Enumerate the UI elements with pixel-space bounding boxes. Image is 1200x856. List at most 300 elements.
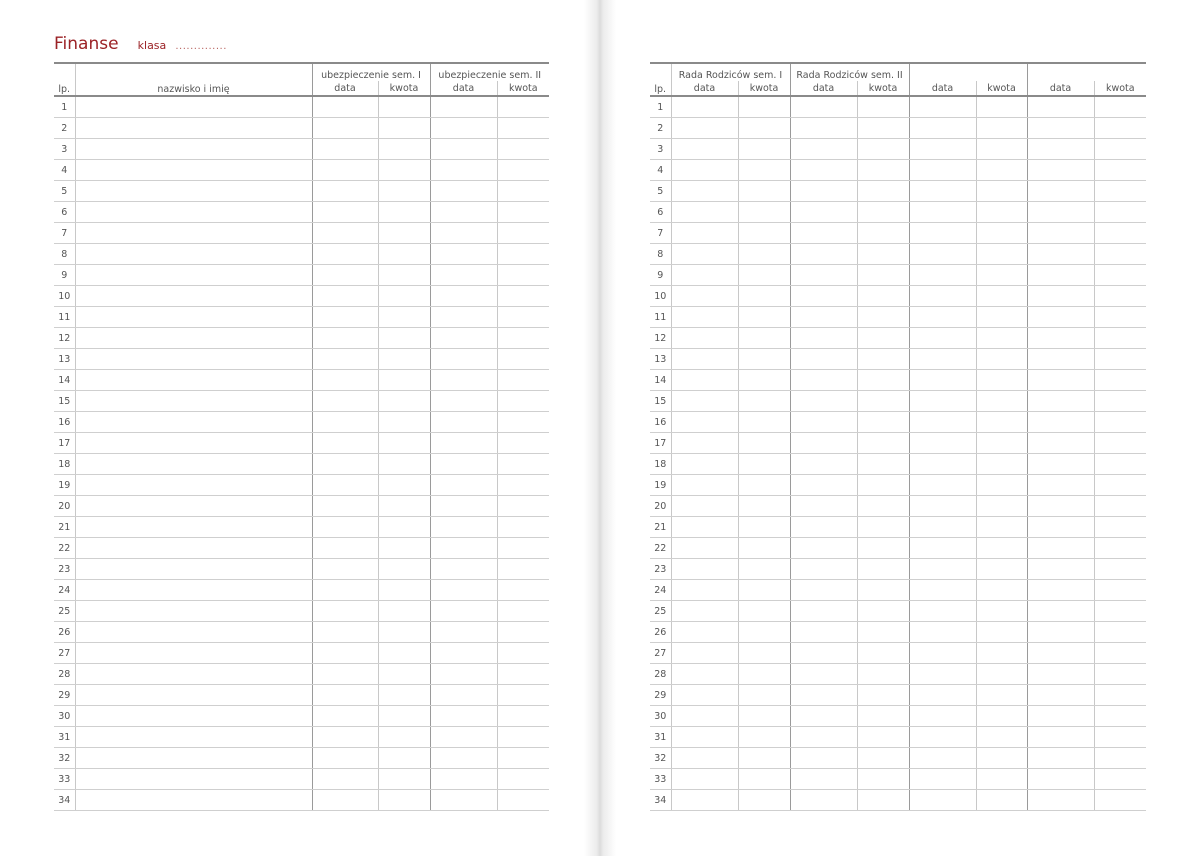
amount-cell[interactable] [497, 160, 549, 181]
amount-cell[interactable] [497, 328, 549, 349]
amount-cell[interactable] [738, 580, 790, 601]
amount-cell[interactable] [1094, 223, 1146, 244]
amount-cell[interactable] [976, 412, 1027, 433]
amount-cell[interactable] [497, 244, 549, 265]
date-cell[interactable] [312, 538, 378, 559]
date-cell[interactable] [1027, 160, 1094, 181]
amount-cell[interactable] [497, 370, 549, 391]
amount-cell[interactable] [976, 559, 1027, 580]
amount-cell[interactable] [857, 412, 909, 433]
date-cell[interactable] [312, 96, 378, 118]
amount-cell[interactable] [857, 538, 909, 559]
date-cell[interactable] [909, 160, 976, 181]
date-cell[interactable] [312, 433, 378, 454]
date-cell[interactable] [1027, 622, 1094, 643]
date-cell[interactable] [909, 118, 976, 139]
amount-cell[interactable] [976, 181, 1027, 202]
date-cell[interactable] [1027, 559, 1094, 580]
date-cell[interactable] [790, 391, 857, 412]
amount-cell[interactable] [738, 622, 790, 643]
date-cell[interactable] [909, 265, 976, 286]
date-cell[interactable] [1027, 181, 1094, 202]
amount-cell[interactable] [857, 223, 909, 244]
amount-cell[interactable] [497, 265, 549, 286]
date-cell[interactable] [909, 139, 976, 160]
date-cell[interactable] [909, 517, 976, 538]
date-cell[interactable] [790, 307, 857, 328]
date-cell[interactable] [430, 244, 497, 265]
date-cell[interactable] [909, 454, 976, 475]
amount-cell[interactable] [738, 454, 790, 475]
date-cell[interactable] [430, 601, 497, 622]
date-cell[interactable] [1027, 202, 1094, 223]
name-cell[interactable] [75, 139, 312, 160]
amount-cell[interactable] [738, 727, 790, 748]
date-cell[interactable] [671, 307, 738, 328]
date-cell[interactable] [790, 412, 857, 433]
amount-cell[interactable] [857, 139, 909, 160]
name-cell[interactable] [75, 622, 312, 643]
amount-cell[interactable] [738, 265, 790, 286]
amount-cell[interactable] [378, 118, 430, 139]
amount-cell[interactable] [1094, 286, 1146, 307]
amount-cell[interactable] [976, 202, 1027, 223]
amount-cell[interactable] [1094, 517, 1146, 538]
date-cell[interactable] [312, 118, 378, 139]
name-cell[interactable] [75, 706, 312, 727]
date-cell[interactable] [430, 139, 497, 160]
date-cell[interactable] [909, 664, 976, 685]
date-cell[interactable] [671, 664, 738, 685]
date-cell[interactable] [312, 370, 378, 391]
date-cell[interactable] [790, 748, 857, 769]
amount-cell[interactable] [378, 433, 430, 454]
amount-cell[interactable] [857, 391, 909, 412]
amount-cell[interactable] [1094, 580, 1146, 601]
amount-cell[interactable] [857, 622, 909, 643]
amount-cell[interactable] [857, 307, 909, 328]
date-cell[interactable] [909, 391, 976, 412]
name-cell[interactable] [75, 643, 312, 664]
amount-cell[interactable] [1094, 601, 1146, 622]
amount-cell[interactable] [378, 349, 430, 370]
name-cell[interactable] [75, 538, 312, 559]
amount-cell[interactable] [976, 139, 1027, 160]
date-cell[interactable] [909, 748, 976, 769]
amount-cell[interactable] [738, 181, 790, 202]
date-cell[interactable] [430, 496, 497, 517]
amount-cell[interactable] [976, 727, 1027, 748]
amount-cell[interactable] [976, 328, 1027, 349]
date-cell[interactable] [430, 790, 497, 811]
amount-cell[interactable] [738, 328, 790, 349]
date-cell[interactable] [671, 727, 738, 748]
date-cell[interactable] [312, 601, 378, 622]
amount-cell[interactable] [857, 328, 909, 349]
date-cell[interactable] [671, 181, 738, 202]
date-cell[interactable] [312, 391, 378, 412]
amount-cell[interactable] [497, 307, 549, 328]
amount-cell[interactable] [738, 790, 790, 811]
amount-cell[interactable] [1094, 433, 1146, 454]
date-cell[interactable] [1027, 580, 1094, 601]
name-cell[interactable] [75, 601, 312, 622]
amount-cell[interactable] [378, 475, 430, 496]
date-cell[interactable] [671, 643, 738, 664]
amount-cell[interactable] [976, 685, 1027, 706]
name-cell[interactable] [75, 286, 312, 307]
date-cell[interactable] [312, 706, 378, 727]
date-cell[interactable] [909, 475, 976, 496]
name-cell[interactable] [75, 769, 312, 790]
date-cell[interactable] [790, 202, 857, 223]
date-cell[interactable] [671, 538, 738, 559]
amount-cell[interactable] [976, 244, 1027, 265]
amount-cell[interactable] [857, 601, 909, 622]
amount-cell[interactable] [857, 643, 909, 664]
date-cell[interactable] [312, 160, 378, 181]
date-cell[interactable] [312, 265, 378, 286]
date-cell[interactable] [430, 433, 497, 454]
amount-cell[interactable] [1094, 96, 1146, 118]
date-cell[interactable] [1027, 727, 1094, 748]
amount-cell[interactable] [497, 643, 549, 664]
date-cell[interactable] [430, 559, 497, 580]
date-cell[interactable] [312, 307, 378, 328]
date-cell[interactable] [909, 181, 976, 202]
amount-cell[interactable] [1094, 622, 1146, 643]
date-cell[interactable] [790, 769, 857, 790]
name-cell[interactable] [75, 265, 312, 286]
amount-cell[interactable] [976, 349, 1027, 370]
date-cell[interactable] [312, 664, 378, 685]
date-cell[interactable] [790, 538, 857, 559]
date-cell[interactable] [312, 559, 378, 580]
amount-cell[interactable] [738, 706, 790, 727]
amount-cell[interactable] [857, 769, 909, 790]
amount-cell[interactable] [976, 580, 1027, 601]
date-cell[interactable] [790, 160, 857, 181]
amount-cell[interactable] [738, 349, 790, 370]
amount-cell[interactable] [857, 286, 909, 307]
date-cell[interactable] [671, 391, 738, 412]
amount-cell[interactable] [1094, 328, 1146, 349]
date-cell[interactable] [430, 307, 497, 328]
amount-cell[interactable] [1094, 139, 1146, 160]
amount-cell[interactable] [976, 643, 1027, 664]
date-cell[interactable] [790, 559, 857, 580]
date-cell[interactable] [1027, 517, 1094, 538]
date-cell[interactable] [671, 748, 738, 769]
date-cell[interactable] [312, 622, 378, 643]
date-cell[interactable] [312, 139, 378, 160]
name-cell[interactable] [75, 160, 312, 181]
date-cell[interactable] [430, 328, 497, 349]
name-cell[interactable] [75, 559, 312, 580]
amount-cell[interactable] [497, 139, 549, 160]
amount-cell[interactable] [378, 706, 430, 727]
date-cell[interactable] [671, 580, 738, 601]
amount-cell[interactable] [497, 118, 549, 139]
amount-cell[interactable] [1094, 685, 1146, 706]
amount-cell[interactable] [1094, 559, 1146, 580]
date-cell[interactable] [909, 96, 976, 118]
date-cell[interactable] [430, 580, 497, 601]
date-cell[interactable] [312, 643, 378, 664]
date-cell[interactable] [1027, 265, 1094, 286]
date-cell[interactable] [790, 790, 857, 811]
date-cell[interactable] [430, 475, 497, 496]
date-cell[interactable] [790, 349, 857, 370]
date-cell[interactable] [671, 328, 738, 349]
date-cell[interactable] [790, 454, 857, 475]
date-cell[interactable] [1027, 433, 1094, 454]
date-cell[interactable] [790, 265, 857, 286]
amount-cell[interactable] [1094, 706, 1146, 727]
date-cell[interactable] [909, 580, 976, 601]
date-cell[interactable] [1027, 139, 1094, 160]
date-cell[interactable] [671, 160, 738, 181]
amount-cell[interactable] [378, 139, 430, 160]
amount-cell[interactable] [378, 643, 430, 664]
name-cell[interactable] [75, 118, 312, 139]
date-cell[interactable] [430, 727, 497, 748]
amount-cell[interactable] [1094, 790, 1146, 811]
amount-cell[interactable] [497, 664, 549, 685]
name-cell[interactable] [75, 496, 312, 517]
amount-cell[interactable] [738, 538, 790, 559]
amount-cell[interactable] [497, 748, 549, 769]
amount-cell[interactable] [857, 370, 909, 391]
amount-cell[interactable] [976, 265, 1027, 286]
date-cell[interactable] [790, 643, 857, 664]
date-cell[interactable] [671, 454, 738, 475]
date-cell[interactable] [1027, 496, 1094, 517]
date-cell[interactable] [1027, 643, 1094, 664]
date-cell[interactable] [1027, 286, 1094, 307]
amount-cell[interactable] [1094, 349, 1146, 370]
amount-cell[interactable] [1094, 265, 1146, 286]
date-cell[interactable] [430, 517, 497, 538]
date-cell[interactable] [909, 559, 976, 580]
date-cell[interactable] [790, 223, 857, 244]
date-cell[interactable] [430, 223, 497, 244]
date-cell[interactable] [430, 96, 497, 118]
date-cell[interactable] [790, 685, 857, 706]
date-cell[interactable] [790, 370, 857, 391]
date-cell[interactable] [1027, 664, 1094, 685]
date-cell[interactable] [430, 391, 497, 412]
date-cell[interactable] [790, 96, 857, 118]
date-cell[interactable] [790, 517, 857, 538]
date-cell[interactable] [671, 706, 738, 727]
date-cell[interactable] [430, 181, 497, 202]
date-cell[interactable] [1027, 118, 1094, 139]
name-cell[interactable] [75, 475, 312, 496]
date-cell[interactable] [430, 118, 497, 139]
amount-cell[interactable] [378, 370, 430, 391]
amount-cell[interactable] [1094, 727, 1146, 748]
date-cell[interactable] [790, 139, 857, 160]
date-cell[interactable] [790, 244, 857, 265]
amount-cell[interactable] [1094, 769, 1146, 790]
amount-cell[interactable] [738, 160, 790, 181]
amount-cell[interactable] [378, 223, 430, 244]
amount-cell[interactable] [738, 370, 790, 391]
amount-cell[interactable] [976, 538, 1027, 559]
amount-cell[interactable] [857, 265, 909, 286]
amount-cell[interactable] [378, 454, 430, 475]
name-cell[interactable] [75, 391, 312, 412]
date-cell[interactable] [790, 286, 857, 307]
amount-cell[interactable] [738, 202, 790, 223]
date-cell[interactable] [790, 475, 857, 496]
date-cell[interactable] [909, 538, 976, 559]
date-cell[interactable] [671, 96, 738, 118]
date-cell[interactable] [430, 664, 497, 685]
amount-cell[interactable] [976, 622, 1027, 643]
date-cell[interactable] [1027, 475, 1094, 496]
amount-cell[interactable] [378, 559, 430, 580]
amount-cell[interactable] [857, 727, 909, 748]
date-cell[interactable] [909, 370, 976, 391]
amount-cell[interactable] [378, 622, 430, 643]
amount-cell[interactable] [857, 349, 909, 370]
date-cell[interactable] [430, 643, 497, 664]
amount-cell[interactable] [378, 769, 430, 790]
date-cell[interactable] [430, 454, 497, 475]
amount-cell[interactable] [378, 244, 430, 265]
amount-cell[interactable] [738, 244, 790, 265]
date-cell[interactable] [312, 685, 378, 706]
date-cell[interactable] [671, 223, 738, 244]
amount-cell[interactable] [976, 286, 1027, 307]
name-cell[interactable] [75, 328, 312, 349]
amount-cell[interactable] [1094, 160, 1146, 181]
amount-cell[interactable] [497, 96, 549, 118]
amount-cell[interactable] [1094, 475, 1146, 496]
amount-cell[interactable] [976, 160, 1027, 181]
amount-cell[interactable] [1094, 202, 1146, 223]
date-cell[interactable] [671, 118, 738, 139]
date-cell[interactable] [430, 685, 497, 706]
date-cell[interactable] [430, 538, 497, 559]
date-cell[interactable] [430, 769, 497, 790]
date-cell[interactable] [671, 265, 738, 286]
date-cell[interactable] [671, 601, 738, 622]
date-cell[interactable] [909, 412, 976, 433]
date-cell[interactable] [312, 412, 378, 433]
amount-cell[interactable] [378, 664, 430, 685]
amount-cell[interactable] [738, 643, 790, 664]
date-cell[interactable] [909, 433, 976, 454]
amount-cell[interactable] [976, 223, 1027, 244]
amount-cell[interactable] [497, 727, 549, 748]
date-cell[interactable] [1027, 370, 1094, 391]
amount-cell[interactable] [857, 559, 909, 580]
date-cell[interactable] [671, 622, 738, 643]
date-cell[interactable] [1027, 244, 1094, 265]
date-cell[interactable] [909, 286, 976, 307]
date-cell[interactable] [312, 769, 378, 790]
date-cell[interactable] [909, 685, 976, 706]
amount-cell[interactable] [738, 412, 790, 433]
date-cell[interactable] [671, 685, 738, 706]
date-cell[interactable] [312, 580, 378, 601]
date-cell[interactable] [1027, 538, 1094, 559]
name-cell[interactable] [75, 349, 312, 370]
date-cell[interactable] [430, 349, 497, 370]
amount-cell[interactable] [378, 328, 430, 349]
amount-cell[interactable] [497, 475, 549, 496]
amount-cell[interactable] [976, 475, 1027, 496]
date-cell[interactable] [671, 559, 738, 580]
amount-cell[interactable] [497, 706, 549, 727]
date-cell[interactable] [312, 202, 378, 223]
date-cell[interactable] [909, 706, 976, 727]
amount-cell[interactable] [378, 496, 430, 517]
date-cell[interactable] [909, 328, 976, 349]
amount-cell[interactable] [497, 685, 549, 706]
date-cell[interactable] [671, 349, 738, 370]
date-cell[interactable] [430, 370, 497, 391]
name-cell[interactable] [75, 433, 312, 454]
name-cell[interactable] [75, 790, 312, 811]
date-cell[interactable] [430, 202, 497, 223]
date-cell[interactable] [790, 328, 857, 349]
date-cell[interactable] [1027, 307, 1094, 328]
amount-cell[interactable] [378, 580, 430, 601]
amount-cell[interactable] [857, 790, 909, 811]
amount-cell[interactable] [857, 517, 909, 538]
amount-cell[interactable] [497, 202, 549, 223]
date-cell[interactable] [1027, 412, 1094, 433]
amount-cell[interactable] [497, 790, 549, 811]
amount-cell[interactable] [497, 622, 549, 643]
amount-cell[interactable] [378, 286, 430, 307]
amount-cell[interactable] [857, 580, 909, 601]
date-cell[interactable] [790, 622, 857, 643]
amount-cell[interactable] [738, 685, 790, 706]
amount-cell[interactable] [378, 748, 430, 769]
amount-cell[interactable] [378, 96, 430, 118]
amount-cell[interactable] [738, 96, 790, 118]
date-cell[interactable] [909, 601, 976, 622]
amount-cell[interactable] [857, 475, 909, 496]
amount-cell[interactable] [1094, 391, 1146, 412]
amount-cell[interactable] [497, 538, 549, 559]
amount-cell[interactable] [378, 181, 430, 202]
amount-cell[interactable] [738, 559, 790, 580]
date-cell[interactable] [909, 223, 976, 244]
amount-cell[interactable] [857, 160, 909, 181]
name-cell[interactable] [75, 664, 312, 685]
amount-cell[interactable] [976, 96, 1027, 118]
amount-cell[interactable] [497, 391, 549, 412]
amount-cell[interactable] [378, 685, 430, 706]
amount-cell[interactable] [497, 601, 549, 622]
date-cell[interactable] [671, 139, 738, 160]
amount-cell[interactable] [378, 538, 430, 559]
name-cell[interactable] [75, 223, 312, 244]
amount-cell[interactable] [976, 664, 1027, 685]
amount-cell[interactable] [976, 790, 1027, 811]
amount-cell[interactable] [738, 118, 790, 139]
date-cell[interactable] [1027, 685, 1094, 706]
amount-cell[interactable] [738, 286, 790, 307]
amount-cell[interactable] [1094, 538, 1146, 559]
date-cell[interactable] [790, 181, 857, 202]
